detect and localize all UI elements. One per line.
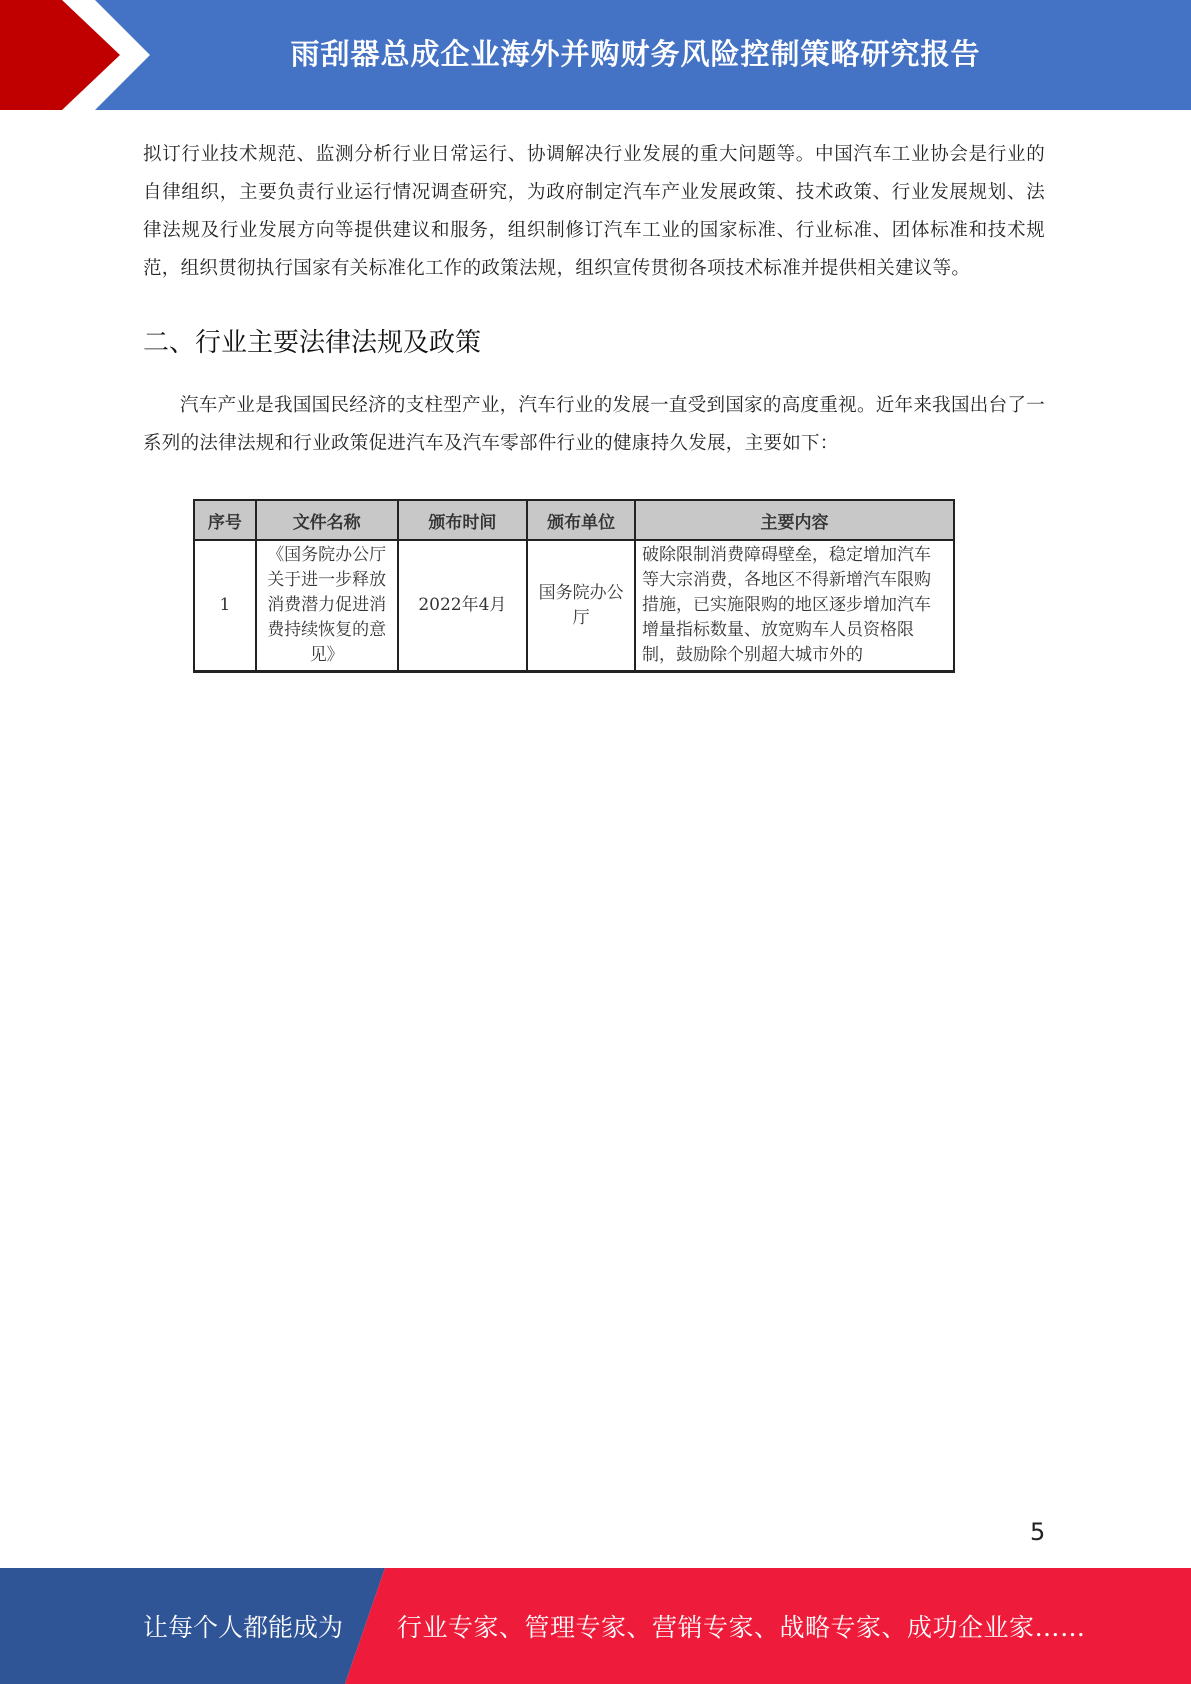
policy-table (193, 499, 955, 673)
cell-date: 2022年4月 (398, 540, 528, 672)
section-heading: 二、行业主要法律法规及政策 (143, 328, 482, 358)
intro-paragraph: 拟订行业技术规范、监测分析行业日常运行、协调解决行业发展的重大问题等。中国汽车工业协会是行业的自律组织，主要负责行业运行情况调查研究，为政府制定汽车产业发展政策、技术政策、行业发展规划、法律法规及行业发展方向等提供建议和服务，组织制修订汽车工业的国家标准、行业标准、团体标准和技术规范，组织贯彻执行国家有关标准化工作的政策法规，组织宣传贯彻各项技术标准并提供相关建议等。 (143, 144, 1045, 279)
page-header (0, 0, 1191, 110)
footer-slogan-right: 行业专家、管理专家、营销专家、战略专家、成功企业家…… (397, 1613, 1086, 1642)
page-number: 5 (1030, 1518, 1046, 1546)
page-footer (0, 1568, 1191, 1684)
page-content (143, 136, 1045, 673)
cell-content: 破除限制消费障碍壁垒，稳定增加汽车等大宗消费，各地区不得新增汽车限购措施，已实施限购的地区逐步增加汽车增量指标数量、放宽购车人员资格限制，鼓励除个别超大城市外的 (635, 540, 954, 672)
policy-table-image (193, 499, 955, 673)
cell-name: 《国务院办公厅关于进一步释放消费潜力促进消费持续恢复的意见》 (256, 540, 398, 672)
header-no: 序号 (194, 500, 256, 540)
footer-slogan-left: 让每个人都能成为 (143, 1613, 344, 1642)
report-title: 雨刮器总成企业海外并购财务风险控制策略研究报告 (290, 36, 981, 71)
header-name: 文件名称 (256, 500, 398, 540)
header-content: 主要内容 (635, 500, 954, 540)
header-date: 颁布时间 (398, 500, 528, 540)
table-header-row (194, 500, 954, 540)
cell-no: 1 (194, 540, 256, 672)
header-issuer: 颁布单位 (527, 500, 635, 540)
section-paragraph: 汽车产业是我国国民经济的支柱型产业，汽车行业的发展一直受到国家的高度重视。近年来我国出台了一系列的法律法规和行业政策促进汽车及汽车零部件行业的健康持久发展，主要如下： (143, 395, 1045, 454)
cell-issuer: 国务院办公厅 (527, 540, 635, 672)
table-row (194, 540, 954, 672)
